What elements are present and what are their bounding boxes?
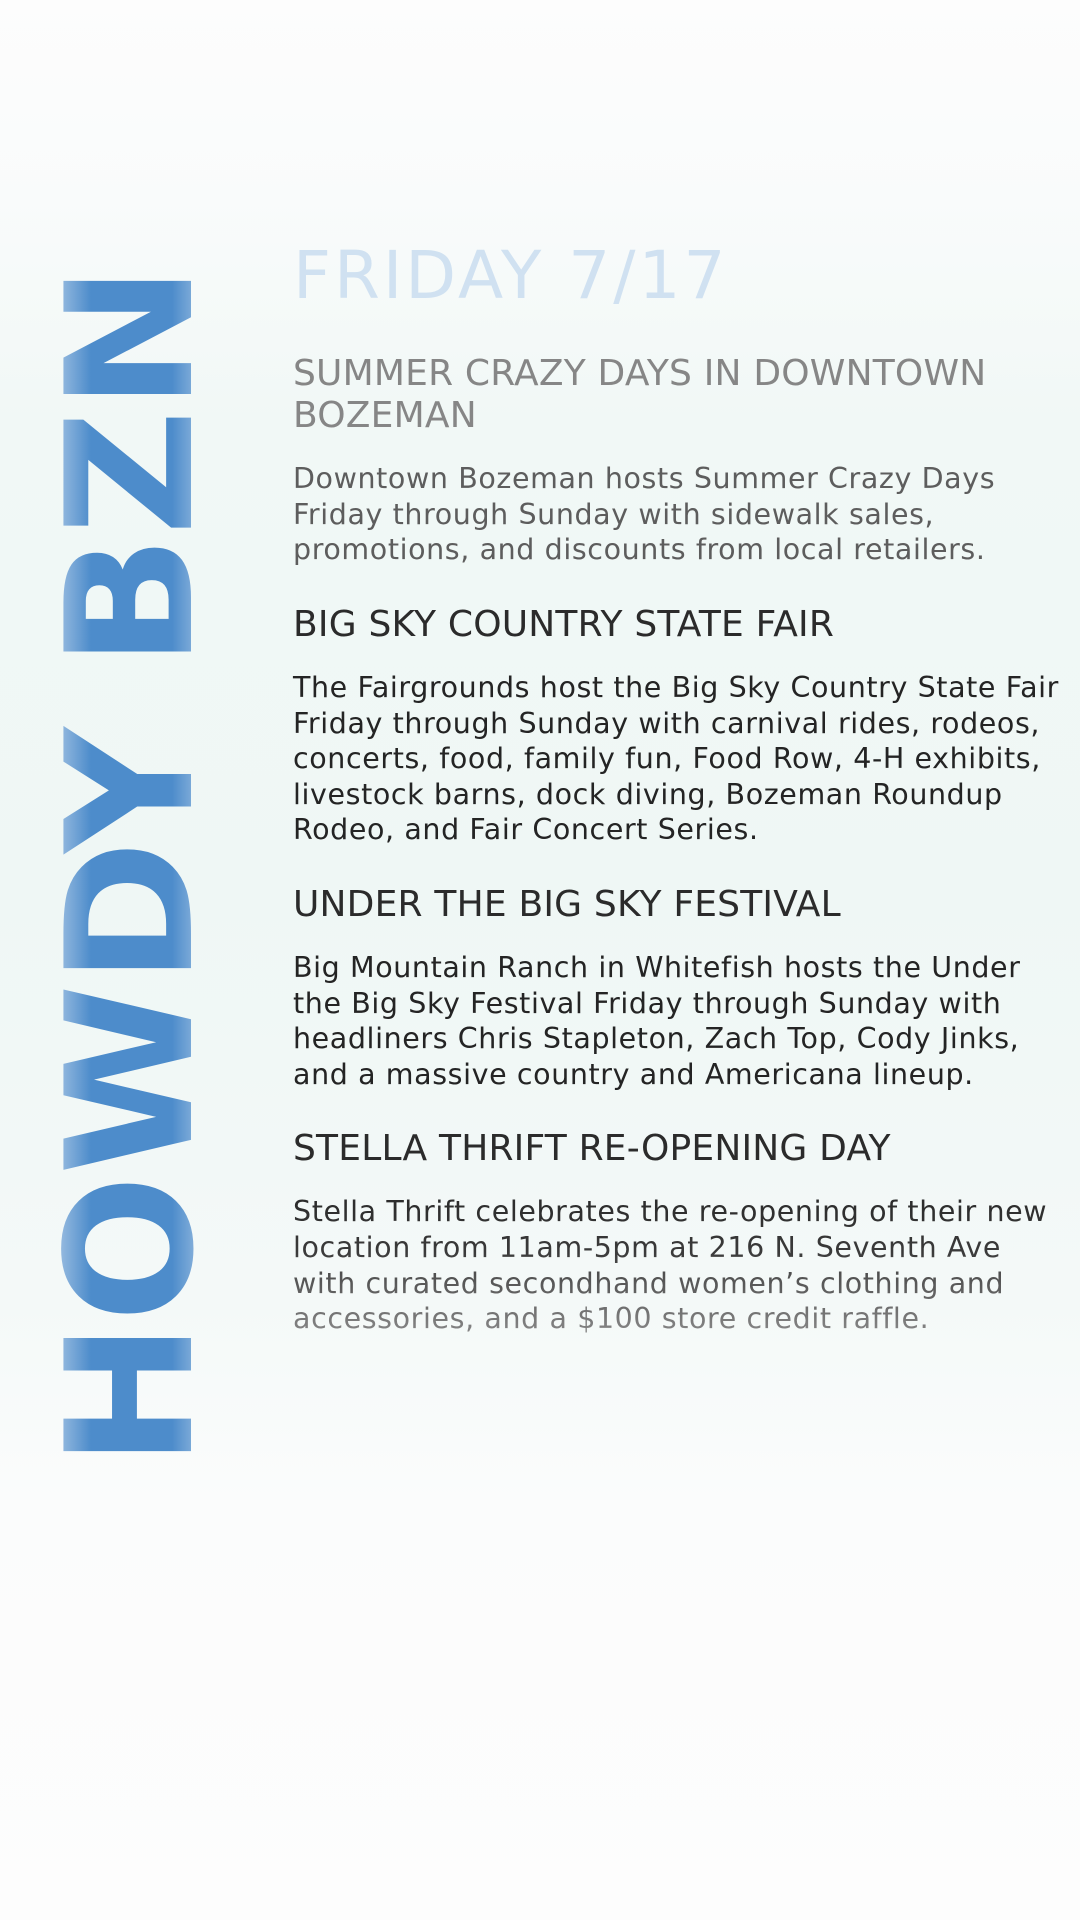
brand-wordmark-graphic <box>30 251 233 1467</box>
events-column <box>293 237 1068 1373</box>
event-item <box>293 1128 1068 1336</box>
event-item <box>293 604 1068 848</box>
event-title: SUMMER CRAZY DAYS IN DOWNTOWN BOZEMAN <box>293 353 987 437</box>
event-title: STELLA THRIFT RE-OPENING DAY <box>293 1128 891 1170</box>
brand-wordmark-text: HOWDY BZN <box>30 251 233 1467</box>
event-description: The Fairgrounds host the Big Sky Country State Fair Friday through Sunday with carnival rides, rodeos, concerts, food, family fun, Food Row, 4-H exhibits, livestock barns, dock diving, Bozeman Roundup Rodeo, and Fair Concert Series. <box>293 671 1059 847</box>
event-title: BIG SKY COUNTRY STATE FAIR <box>293 604 835 646</box>
event-description: Stella Thrift celebrates the re-opening of their new location from 11am-5pm at 216 N. Seventh Ave with curated secondhand women’s clothing and accessories, and a $100 store credit raffle. <box>293 1194 1068 1336</box>
event-description: Downtown Bozeman hosts Summer Crazy Days Friday through Sunday with sidewalk sales, promotions, and discounts from local retailers. <box>293 462 996 567</box>
event-description: Big Mountain Ranch in Whitefish hosts the Under the Big Sky Festival Friday through Sunday with headliners Chris Stapleton, Zach Top, Cody Jinks, and a massive country and Americana lineup. <box>293 951 1021 1091</box>
day-heading: FRIDAY 7/17 <box>293 237 729 314</box>
event-item <box>293 353 1068 568</box>
brand-wordmark <box>30 251 233 1467</box>
event-item <box>293 884 1068 1092</box>
event-title: UNDER THE BIG SKY FESTIVAL <box>293 884 841 926</box>
